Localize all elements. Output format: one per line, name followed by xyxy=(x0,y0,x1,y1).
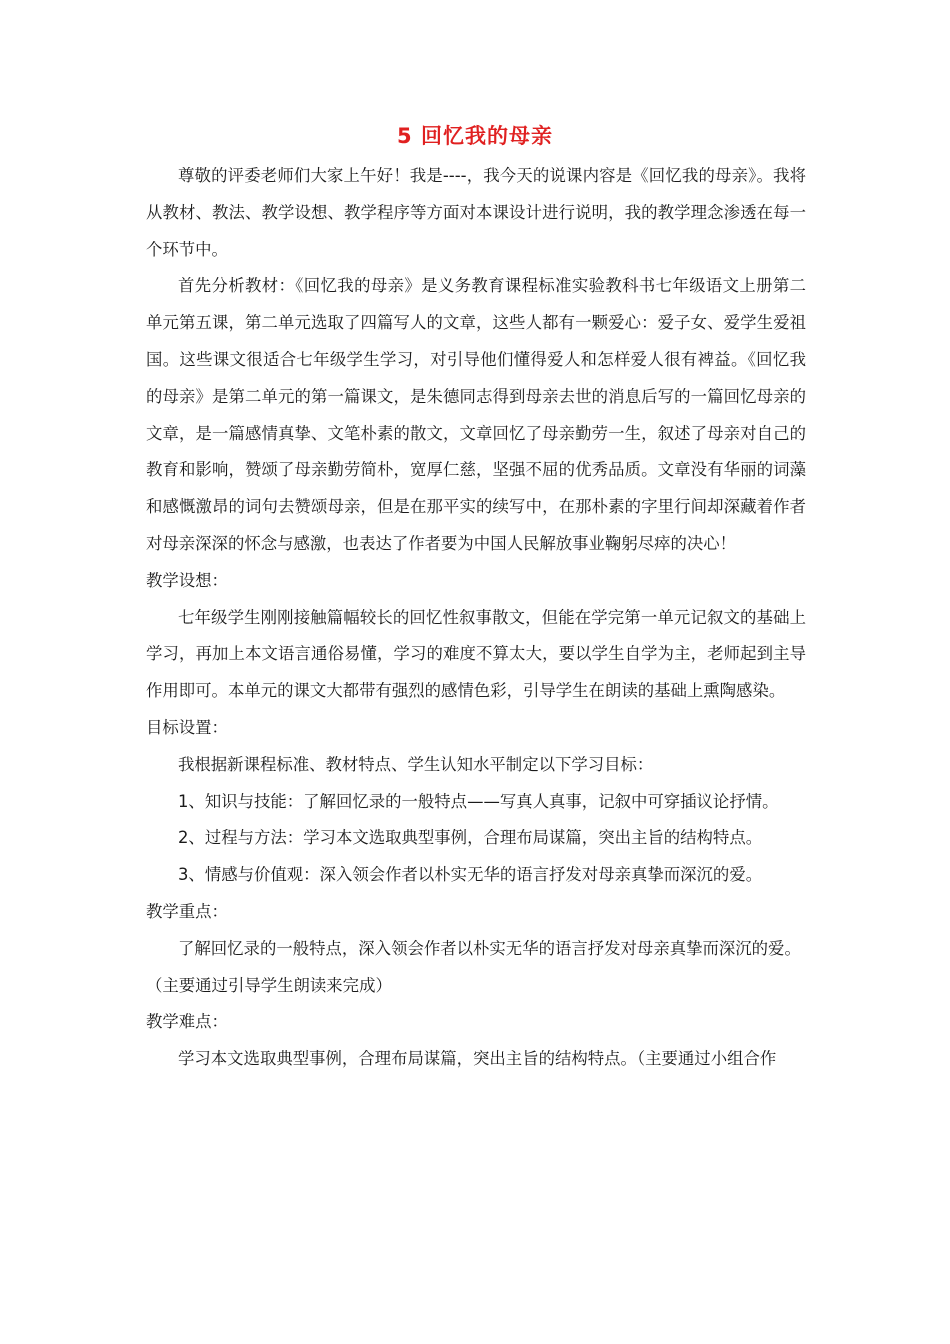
difficulty-text: 学习本文选取典型事例，合理布局谋篇，突出主旨的结构特点。（主要通过小组合作 xyxy=(178,1049,777,1069)
goal-item-3: 3、情感与价值观：深入领会作者以朴实无华的语言抒发对母亲真挚而深沉的爱。 xyxy=(178,865,763,885)
design-paragraph: 七年级学生刚刚接触篇幅较长的回忆性叙事散文，但能在学完第一单元记叙文的基础上学习，再加上本文语言通俗易懂，学习的难度不算太大，要以学生自学为主，老师起到主导作用即可。本单元的课文大都带有强烈的感情色彩，引导学生在朗读的基础上熏陶感染。 xyxy=(146,607,806,701)
intro-paragraph: 尊敬的评委老师们大家上午好！我是----，我今天的说课内容是《回忆我的母亲》。我将从教材、教法、教学设想、教学程序等方面对本课设计进行说明，我的教学理念渗透在每一个环节中。 xyxy=(146,166,806,259)
goals-heading: 目标设置： xyxy=(146,717,228,737)
goals-intro: 我根据新课程标准、教材特点、学生认知水平制定以下学习目标： xyxy=(178,754,654,774)
key-points-text: 了解回忆录的一般特点，深入领会作者以朴实无华的语言抒发对母亲真挚而深沉的爱。 xyxy=(178,938,801,958)
document-title: 5 回忆我的母亲 xyxy=(397,124,553,148)
design-heading: 教学设想： xyxy=(146,570,228,590)
goal-item-2: 2、过程与方法：学习本文选取典型事例，合理布局谋篇，突出主旨的结构特点。 xyxy=(178,828,763,848)
key-points-note: （主要通过引导学生朗读来完成） xyxy=(146,975,392,995)
document-body xyxy=(146,158,806,1078)
difficulty-heading: 教学难点： xyxy=(146,1012,228,1032)
key-points-heading: 教学重点： xyxy=(146,901,228,921)
analysis-paragraph: 首先分析教材：《回忆我的母亲》是义务教育课程标准实验教科书七年级语文上册第二单元第五课，第二单元选取了四篇写人的文章，这些人都有一颗爱心：爱子女、爱学生爱祖国。这些课文很适合七年级学生学习，对引导他们懂得爱人和怎样爱人很有裨益。《回忆我的母亲》是第二单元的第一篇课文，是朱德同志得到母亲去世的消息后写的一篇回忆母亲的文章，是一篇感情真挚、文笔朴素的散文，文章回忆了母亲勤劳一生，叙述了母亲对自己的教育和影响，赞颂了母亲勤劳简朴，宽厚仁慈，坚强不屈的优秀品质。文章没有华丽的词藻和感慨激昂的词句去赞颂母亲，但是在那平实的续写中，在那朴素的字里行间却深藏着作者对母亲深深的怀念与感激，也表达了作者要为中国人民解放事业鞠躬尽瘁的决心！ xyxy=(146,276,806,553)
goal-item-1: 1、知识与技能：了解回忆录的一般特点——写真人真事，记叙中可穿插议论抒情。 xyxy=(178,791,779,811)
